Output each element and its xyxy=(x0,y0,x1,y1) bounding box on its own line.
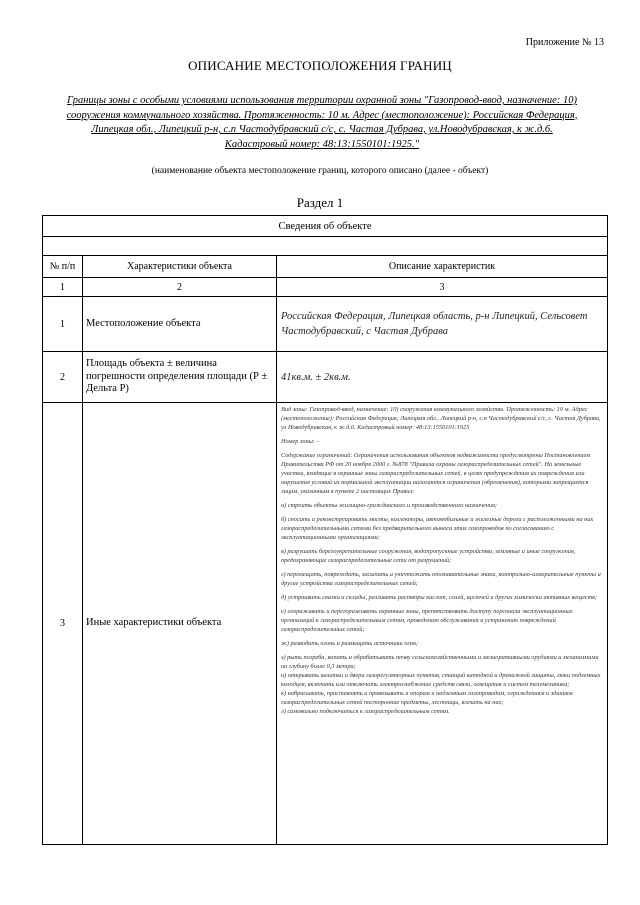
row-label: Местоположение объекта xyxy=(83,297,277,352)
header-description: Описание характеристик xyxy=(277,256,608,278)
area-value: 41кв.м. ± 2кв.м. xyxy=(277,352,608,403)
paragraph: ж) разводить огонь и размещать источники огня; xyxy=(281,640,418,647)
paragraph: е) огораживать и перегораживать охранные зоны, препятствовать доступу персонала эксплуатационных организаций к газораспределительным сетям, проведению обслуживания и устранению повреждений газораспределительных сетей; xyxy=(281,608,573,633)
location-value: Российская Федерация, Липецкая область, р-н Липецкий, Сельсовет Частодубравский, с Частая Дубрава xyxy=(277,297,608,352)
row-number: 3 xyxy=(43,403,83,845)
appendix-number: Приложение № 13 xyxy=(525,37,604,48)
paragraph: з) рыть погреба, копать и обрабатывать почву сельскохозяйственными и мелиоративными орудиями и механизмами на глубину более 0,3 метра; и) открывать калитки и двери газорегуляторных пунктов, станций катодной и дренажной защиты, люки подземных колодцев, включать или отключать электроснабжение средств связи, освещения и систем телемеханики; к) набрасывать, приставлять и привязывать к опорам и надземным газопроводам, ограждениям и зданиям газораспределительных сетей посторонние предметы, лестницы, влезать на них; л) самовольно подключаться к газораспределительным сетям. xyxy=(281,654,601,715)
empty-row xyxy=(43,237,608,256)
paragraph: г) перемещать, повреждать, засыпать и уничтожать опознавательные знаки, контрольно-измерительные пункты и другие устройства газораспределительных сетей; xyxy=(281,571,601,587)
row-number: 1 xyxy=(43,297,83,352)
paragraph: а) строить объекты жилищно-гражданского и производственного назначения; xyxy=(281,502,498,509)
index-cell: 3 xyxy=(277,278,608,297)
table-row xyxy=(43,352,608,403)
section-title: Раздел 1 xyxy=(296,195,344,210)
paragraph: д) устраивать свалки и склады, разливать растворы кислот, солей, щелочей и других химически активных веществ; xyxy=(281,594,597,601)
index-cell: 2 xyxy=(83,278,277,297)
object-caption: (наименование объекта местоположение границ, которого описано (далее - объект) xyxy=(151,166,489,176)
object-info-table xyxy=(42,215,608,845)
paragraph: в) разрушать берегоукрепительные сооружения, водопропускные устройства, земляные и иные сооружения, предохраняющие газораспределительные сети от разрушений; xyxy=(281,548,576,564)
row-label: Иные характеристики объекта xyxy=(83,403,277,845)
header-characteristics: Характеристики объекта xyxy=(83,256,277,278)
table-row xyxy=(43,297,608,352)
paragraph: Вид зоны: Газопровод-ввод, назначение: 10) сооружения коммунального хозяйства. Протяженность: 10 м. Адрес (местоположение): Российская Федерация, Липецкая обл., Липецкий р-н, с.п Частодубравский с/с, с. Частая Дубрава, ул Новодубравская, к ж.д.6. Кадастровый номер: 48:13:1550101:1925 xyxy=(281,406,601,431)
other-characteristics xyxy=(277,403,608,845)
row-label: Площадь объекта ± величина погрешности определения площади (Р ± Дельта Р) xyxy=(83,352,277,403)
boundary-description: Границы зоны с особыми условиями использования территории охранной зоны "Газопровод-ввод, назначение: 10) сооружения коммунального хозяйства. Протяженность: 10 м. Адрес (местоположение): Российская Федерация, Липецкая обл., Липецкий р-н, с.п Частодубравский с/с, с. Частая Дубрава, ул.Новодубравская, к ж.д.6. Кадастровый номер: 48:13:1550101:1925." xyxy=(66,95,578,150)
row-number: 2 xyxy=(43,352,83,403)
paragraph: Содержание ограничений: Ограничения использования объектов недвижимости предусмотрены Постановлением Правительства РФ от 20 ноября 2000 г. №878 "Правила охраны газораспределительных сетей". На земельные участки, входящие в охранные зоны газораспределительных сетей, в целях предупреждения их повреждения или нарушения условий их нормальной эксплуатации налагаются ограничения (обременения), которыми запрещается лицам, указанным в пункте 2 настоящих Правил: xyxy=(281,452,591,495)
document-title: ОПИСАНИЕ МЕСТОПОЛОЖЕНИЯ ГРАНИЦ xyxy=(188,58,452,73)
paragraph: Номер зоны: - xyxy=(281,438,319,445)
table-row xyxy=(43,403,608,845)
info-table-title: Сведения об объекте xyxy=(43,216,608,237)
paragraph: б) сносить и реконструировать мосты, коллекторы, автомобильные и железные дороги с расположенными на них газораспределительными сетями без предварительного выноса этих газопроводов по согласованию с эксплуатационными организациями; xyxy=(281,516,594,541)
header-number: № п/п xyxy=(43,256,83,278)
index-cell: 1 xyxy=(43,278,83,297)
